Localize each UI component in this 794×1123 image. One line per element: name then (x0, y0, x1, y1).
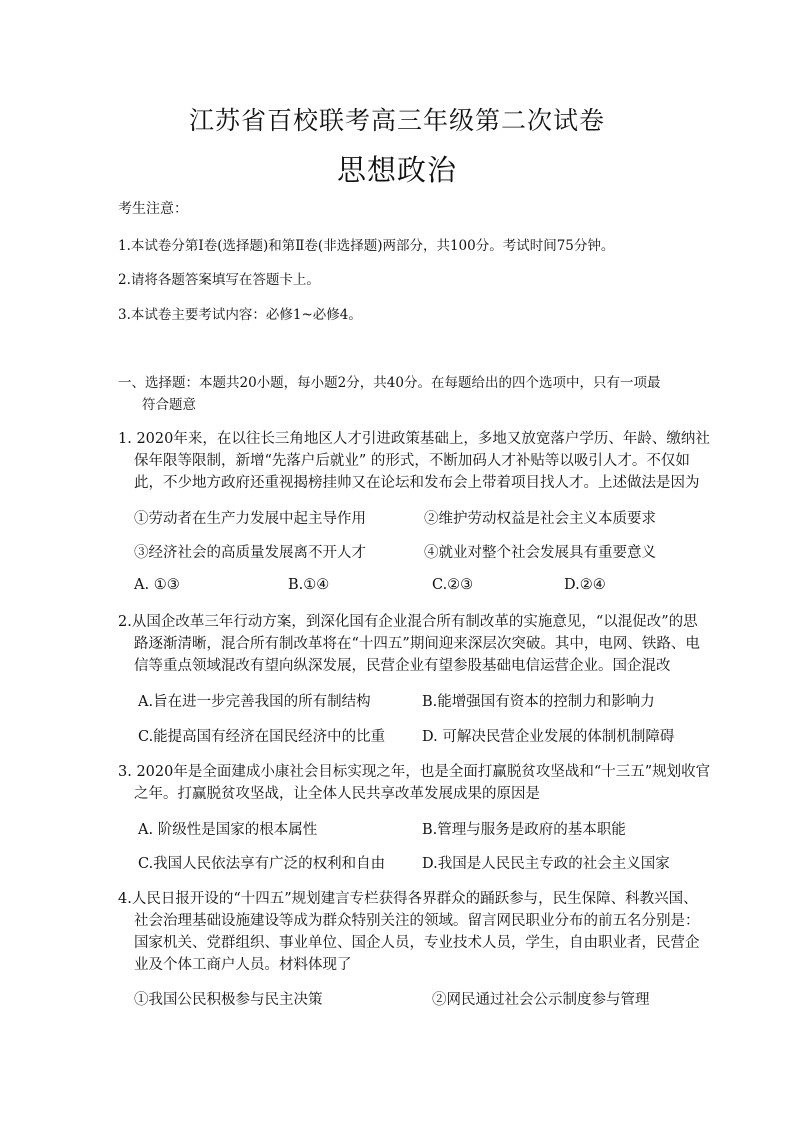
question-1-text: 保年限等限制，新增“先落户后就业” 的形式，不断加码人才补贴等以吸引人才。不仅如 (134, 453, 690, 469)
statement-1: ①劳动者在生产力发展中起主导作用 (134, 511, 366, 527)
statement-1: ①我国公民积极参与民主决策 (134, 992, 323, 1008)
option-d: D.②④ (564, 577, 606, 593)
option-c: C.②③ (432, 577, 474, 593)
question-4-text: 国家机关、党群组织、事业单位、国企人员，专业技术人员，学生，自由职业者，民营企 (134, 935, 700, 951)
notice-heading: 考生注意： (118, 201, 188, 217)
option-a: A.旨在进一步完善我国的所有制结构 (138, 694, 371, 710)
statement-2: ②维护劳动权益是社会主义本质要求 (424, 511, 656, 527)
question-4-text: 业及个体工商户人员。材料体现了 (134, 957, 352, 973)
exam-title: 江苏省百校联考高三年级第二次试卷 (188, 106, 605, 135)
question-1-text: 此，不少地方政府还重视揭榜挂帅又在论坛和发布会上带着项目找人才。上述做法是因为 (134, 475, 700, 491)
question-2-text: 信等重点领域混改有望向纵深发展，民营企业有望参股基础电信运营企业。国企混改 (134, 658, 671, 674)
option-b: B.管理与服务是政府的基本职能 (422, 822, 626, 838)
option-a: A. ①③ (134, 577, 180, 593)
statement-4: ④就业对整个社会发展具有重要意义 (424, 545, 656, 561)
question-1-text: 1. 2020年来，在以往长三角地区人才引进政策基础上，多地又放宽落户学历、年龄、缴纳社 (118, 431, 710, 447)
subject-title: 思想政治 (336, 153, 457, 187)
option-d: D. 可解决民营企业发展的体制机制障碍 (422, 729, 675, 745)
notice-item: 1.本试卷分第Ⅰ卷(选择题)和第Ⅱ卷(非选择题)两部分，共100分。考试时间75分钟。 (118, 238, 615, 254)
option-c: C.我国人民依法享有广泛的权利和自由 (138, 856, 386, 872)
question-2-text: 2.从国企改革三年行动方案，到深化国有企业混合所有制改革的实施意见，“以混促改”的思 (118, 614, 698, 630)
option-b: B.①④ (288, 577, 330, 593)
notice-item: 3.本试卷主要考试内容：必修1~必修4。 (118, 307, 362, 323)
option-b: B.能增强国有资本的控制力和影响力 (422, 694, 655, 710)
statement-3: ③经济社会的高质量发展离不开人才 (134, 545, 366, 561)
option-a: A. 阶级性是国家的根本属性 (138, 822, 318, 838)
section-heading-cont: 符合题意 (142, 397, 196, 413)
question-3-text: 3. 2020年是全面建成小康社会目标实现之年，也是全面打赢脱贫攻坚战和“十三五”规划收官 (118, 764, 711, 780)
question-4-text: 4.人民日报开设的“十四五”规划建言专栏获得各界群众的踊跃参与，民生保障、科教兴国、 (118, 891, 698, 907)
question-3-text: 之年。打赢脱贫攻坚战，让全体人民共享改革发展成果的原因是 (134, 786, 540, 802)
statement-2: ②网民通过社会公示制度参与管理 (432, 992, 650, 1008)
option-c: C.能提高国有经济在国民经济中的比重 (138, 729, 386, 745)
question-2-text: 路逐渐清晰，混合所有制改革将在“十四五”期间迎来深层次突破。其中，电网、铁路、电 (134, 636, 700, 652)
notice-item: 2.请将各题答案填写在答题卡上。 (118, 272, 320, 288)
question-4-text: 社会治理基础设施建设等成为群众特别关注的领域。留言网民职业分布的前五名分别是： (134, 913, 700, 929)
section-heading: 一、选择题：本题共20小题，每小题2分，共40分。在每题给出的四个选项中，只有一项最 (118, 375, 661, 391)
option-d: D.我国是人民民主专政的社会主义国家 (422, 856, 670, 872)
